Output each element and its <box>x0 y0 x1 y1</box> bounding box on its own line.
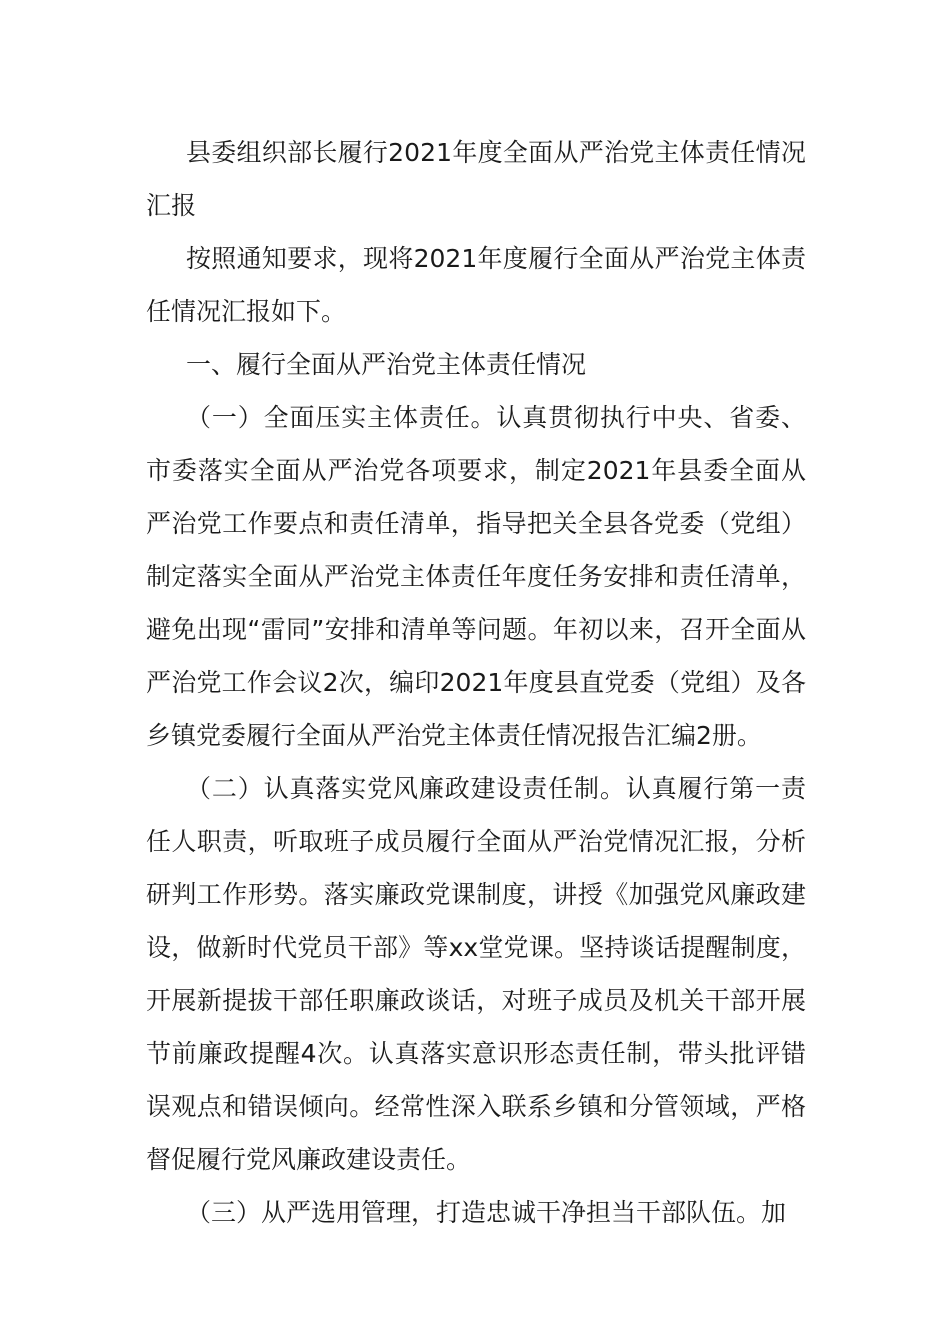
intro-paragraph: 按照通知要求，现将2021年度履行全面从严治党主体责任情况汇报如下。 <box>146 244 806 326</box>
paragraph-item-1: （一）全面压实主体责任。认真贯彻执行中央、省委、市委落实全面从严治党各项要求，制定2021年县委全面从严治党工作要点和责任清单，指导把关全县各党委（党组）制定落实全面从严治党主体责任年度任务安排和责任清单，避免出现“雷同”安排和清单等问题。年初以来，召开全面从严治党工作会议2次，编印2021年度县直党委（党组）及各乡镇党委履行全面从严治党主体责任情况报告汇编2册。 <box>146 403 806 750</box>
document-body <box>146 126 806 1239</box>
document-title: 县委组织部长履行2021年度全面从严治党主体责任情况汇报 <box>146 138 806 220</box>
paragraph-item-2: （二）认真落实党风廉政建设责任制。认真履行第一责任人职责，听取班子成员履行全面从严治党情况汇报，分析研判工作形势。落实廉政党课制度，讲授《加强党风廉政建设，做新时代党员干部》等xx堂党课。坚持谈话提醒制度，开展新提拔干部任职廉政谈话，对班子成员及机关干部开展节前廉政提醒4次。认真落实意识形态责任制，带头批评错误观点和错误倾向。经常性深入联系乡镇和分管领域，严格督促履行党风廉政建设责任。 <box>146 774 806 1174</box>
section-heading: 一、履行全面从严治党主体责任情况 <box>186 350 587 379</box>
paragraph-item-3: （三）从严选用管理，打造忠诚干净担当干部队伍。加 <box>186 1198 787 1227</box>
